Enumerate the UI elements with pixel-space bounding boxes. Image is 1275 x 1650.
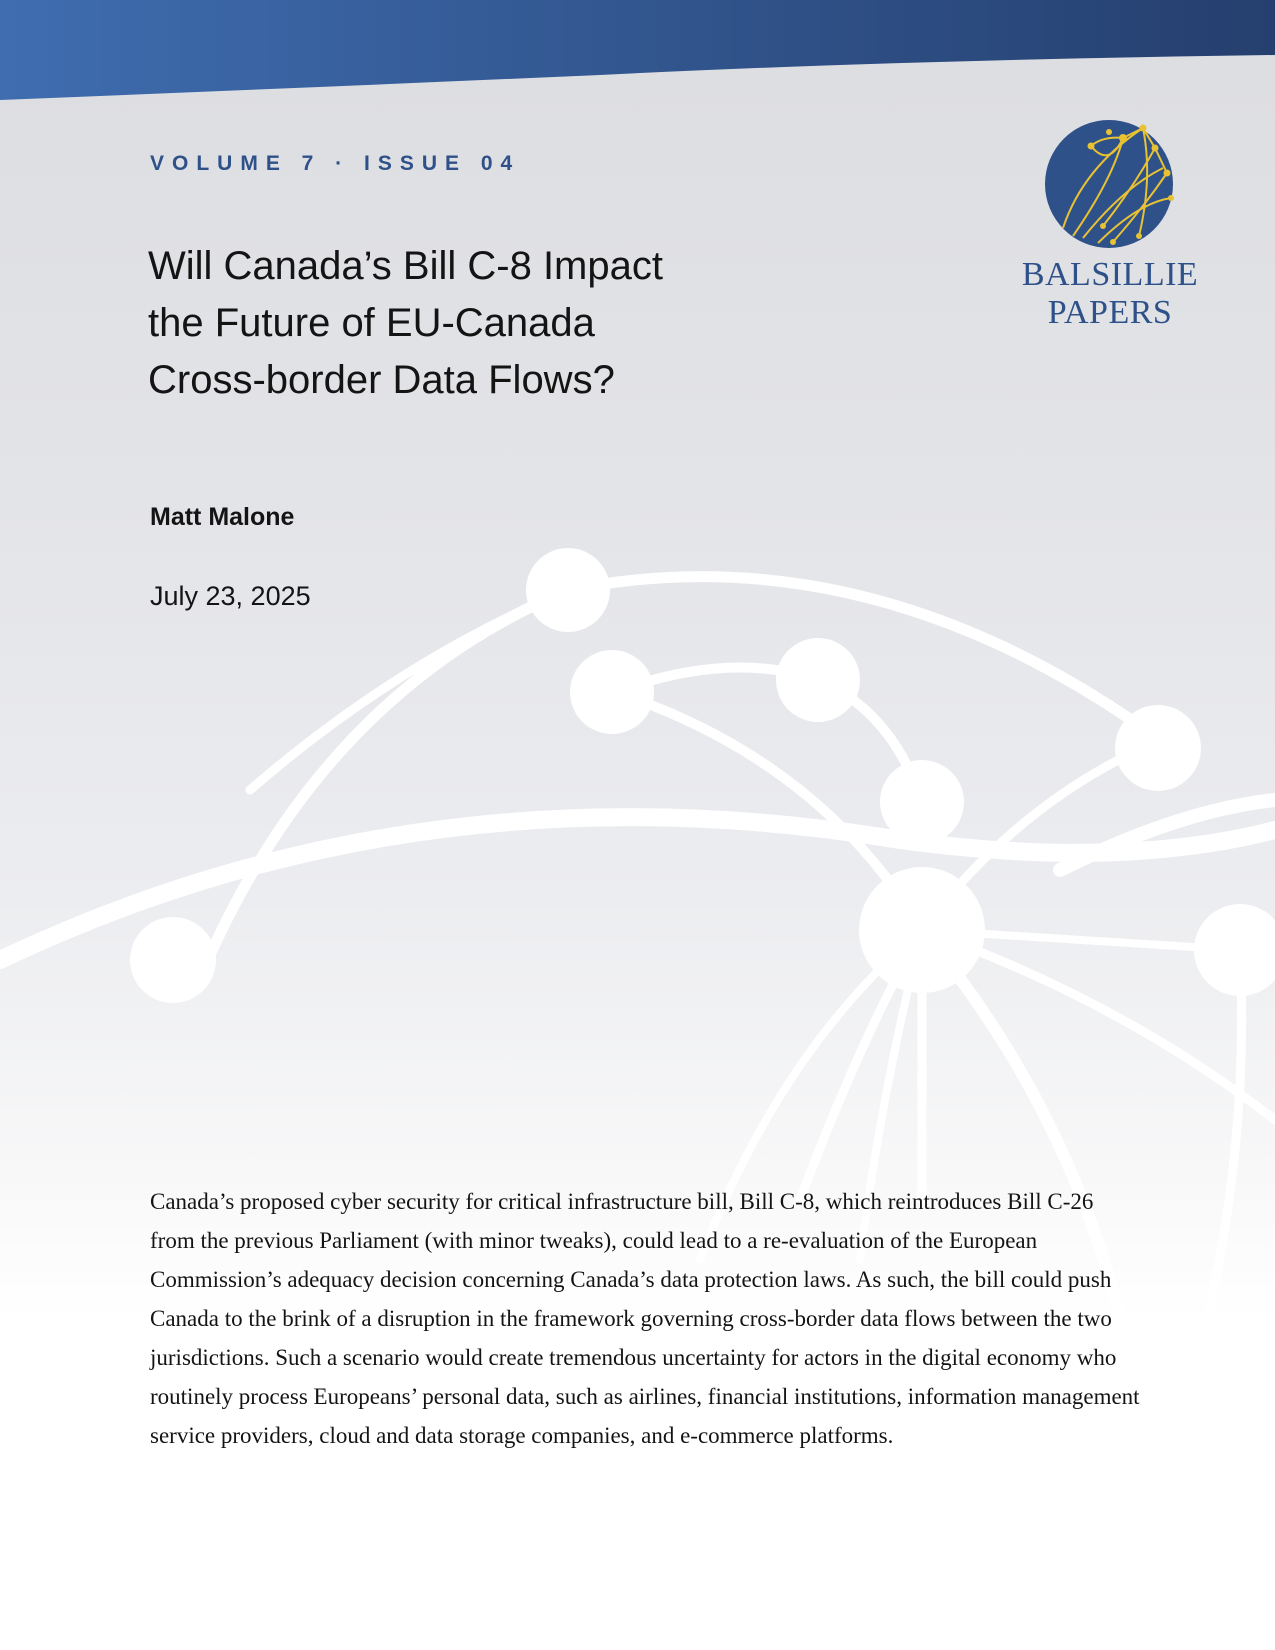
globe-network-icon: [1043, 118, 1175, 250]
abstract-paragraph: Canada’s proposed cyber security for critical infrastructure bill, Bill C-8, which reintroduces Bill C-26 from the previous Parliament (with minor tweaks), could lead to a re-evaluation of the European Commission’s adequacy decision concerning Canada’s data protection laws. As such, the bill could push Canada to the brink of a disruption in the framework governing cross-border data flows between the two jurisdictions. Such a scenario would create tremendous uncertainty for actors in the digital economy who routinely process Europeans’ personal data, such as airlines, financial institutions, information management service providers, cloud and data storage companies, and e-commerce platforms.: [150, 1189, 1140, 1448]
publication-date: July 23, 2025: [150, 581, 311, 611]
author-name: Matt Malone: [150, 503, 295, 531]
balsillie-papers-logo: [1000, 118, 1220, 338]
logo-line-2: PAPERS: [1047, 294, 1173, 331]
paper-title: Will Canada’s Bill C-8 Impact the Future of EU-Canada Cross-border Data Flows?: [148, 244, 663, 402]
volume-issue-label: VOLUME 7 · ISSUE 04: [150, 152, 521, 175]
logo-line-1: BALSILLIE: [1021, 256, 1199, 293]
logo-wordmark: [1000, 256, 1220, 332]
